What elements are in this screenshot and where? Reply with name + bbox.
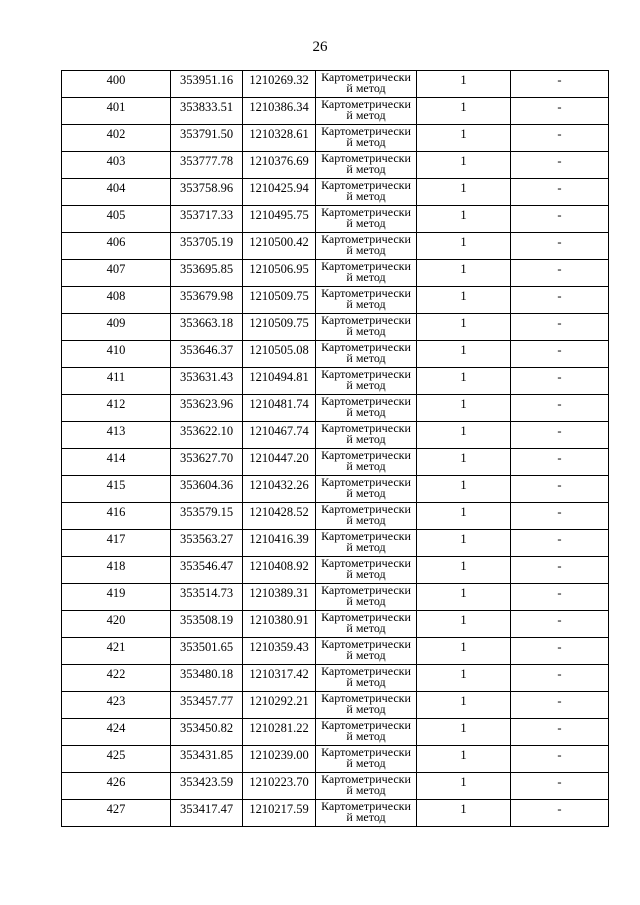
y-coordinate-cell: 1210317.42 xyxy=(243,665,316,692)
note-cell: - xyxy=(511,152,609,179)
point-id-cell: 421 xyxy=(62,638,171,665)
method-line-1: Картометрически xyxy=(321,394,411,408)
table-row xyxy=(62,773,609,800)
y-coordinate-cell: 1210500.42 xyxy=(243,233,316,260)
y-coordinate-cell: 1210328.61 xyxy=(243,125,316,152)
method-line-2: й метод xyxy=(346,81,386,95)
note-cell: - xyxy=(511,557,609,584)
accuracy-cell: 1 xyxy=(417,98,511,125)
x-coordinate-cell: 353758.96 xyxy=(171,179,243,206)
accuracy-cell: 1 xyxy=(417,800,511,827)
method-line-1: Картометрически xyxy=(321,205,411,219)
x-coordinate-cell: 353695.85 xyxy=(171,260,243,287)
note-cell: - xyxy=(511,125,609,152)
table-row xyxy=(62,530,609,557)
accuracy-cell: 1 xyxy=(417,773,511,800)
note-cell: - xyxy=(511,287,609,314)
method-cell xyxy=(316,530,417,557)
x-coordinate-cell: 353631.43 xyxy=(171,368,243,395)
method-cell xyxy=(316,503,417,530)
note-cell: - xyxy=(511,71,609,98)
method-line-1: Картометрически xyxy=(321,772,411,786)
method-line-2: й метод xyxy=(346,756,386,770)
x-coordinate-cell: 353604.36 xyxy=(171,476,243,503)
y-coordinate-cell: 1210359.43 xyxy=(243,638,316,665)
method-cell xyxy=(316,179,417,206)
accuracy-cell: 1 xyxy=(417,638,511,665)
y-coordinate-cell: 1210505.08 xyxy=(243,341,316,368)
accuracy-cell: 1 xyxy=(417,152,511,179)
y-coordinate-cell: 1210495.75 xyxy=(243,206,316,233)
method-line-2: й метод xyxy=(346,621,386,635)
method-line-1: Картометрически xyxy=(321,421,411,435)
note-cell: - xyxy=(511,476,609,503)
x-coordinate-cell: 353951.16 xyxy=(171,71,243,98)
method-line-2: й метод xyxy=(346,675,386,689)
method-line-1: Картометрически xyxy=(321,70,411,84)
note-cell: - xyxy=(511,719,609,746)
y-coordinate-cell: 1210509.75 xyxy=(243,287,316,314)
table-row xyxy=(62,665,609,692)
accuracy-cell: 1 xyxy=(417,206,511,233)
table-row xyxy=(62,476,609,503)
point-id-cell: 405 xyxy=(62,206,171,233)
method-line-1: Картометрически xyxy=(321,124,411,138)
table-row xyxy=(62,422,609,449)
x-coordinate-cell: 353450.82 xyxy=(171,719,243,746)
method-line-1: Картометрически xyxy=(321,691,411,705)
note-cell: - xyxy=(511,638,609,665)
method-cell xyxy=(316,476,417,503)
method-cell xyxy=(316,71,417,98)
method-line-2: й метод xyxy=(346,810,386,824)
point-id-cell: 408 xyxy=(62,287,171,314)
x-coordinate-cell: 353431.85 xyxy=(171,746,243,773)
method-line-2: й метод xyxy=(346,459,386,473)
note-cell: - xyxy=(511,422,609,449)
note-cell: - xyxy=(511,233,609,260)
method-cell xyxy=(316,125,417,152)
method-cell xyxy=(316,233,417,260)
x-coordinate-cell: 353579.15 xyxy=(171,503,243,530)
x-coordinate-cell: 353423.59 xyxy=(171,773,243,800)
accuracy-cell: 1 xyxy=(417,584,511,611)
note-cell: - xyxy=(511,773,609,800)
method-line-1: Картометрически xyxy=(321,232,411,246)
table-row xyxy=(62,692,609,719)
x-coordinate-cell: 353791.50 xyxy=(171,125,243,152)
note-cell: - xyxy=(511,692,609,719)
point-id-cell: 409 xyxy=(62,314,171,341)
method-cell xyxy=(316,773,417,800)
y-coordinate-cell: 1210380.91 xyxy=(243,611,316,638)
x-coordinate-cell: 353679.98 xyxy=(171,287,243,314)
method-cell xyxy=(316,314,417,341)
accuracy-cell: 1 xyxy=(417,746,511,773)
note-cell: - xyxy=(511,800,609,827)
method-line-1: Картометрически xyxy=(321,664,411,678)
y-coordinate-cell: 1210425.94 xyxy=(243,179,316,206)
x-coordinate-cell: 353514.73 xyxy=(171,584,243,611)
method-line-2: й метод xyxy=(346,297,386,311)
method-line-2: й метод xyxy=(346,216,386,230)
method-line-1: Картометрически xyxy=(321,502,411,516)
table-row xyxy=(62,557,609,584)
note-cell: - xyxy=(511,665,609,692)
point-id-cell: 414 xyxy=(62,449,171,476)
accuracy-cell: 1 xyxy=(417,611,511,638)
method-line-2: й метод xyxy=(346,729,386,743)
note-cell: - xyxy=(511,503,609,530)
point-id-cell: 418 xyxy=(62,557,171,584)
coordinates-table xyxy=(61,70,609,827)
method-cell xyxy=(316,152,417,179)
method-cell xyxy=(316,665,417,692)
table-row xyxy=(62,368,609,395)
point-id-cell: 415 xyxy=(62,476,171,503)
method-line-2: й метод xyxy=(346,702,386,716)
note-cell: - xyxy=(511,206,609,233)
x-coordinate-cell: 353646.37 xyxy=(171,341,243,368)
method-line-1: Картометрически xyxy=(321,637,411,651)
x-coordinate-cell: 353717.33 xyxy=(171,206,243,233)
accuracy-cell: 1 xyxy=(417,422,511,449)
y-coordinate-cell: 1210376.69 xyxy=(243,152,316,179)
y-coordinate-cell: 1210292.21 xyxy=(243,692,316,719)
method-line-1: Картометрически xyxy=(321,448,411,462)
y-coordinate-cell: 1210467.74 xyxy=(243,422,316,449)
method-line-1: Картометрически xyxy=(321,151,411,165)
y-coordinate-cell: 1210389.31 xyxy=(243,584,316,611)
method-cell xyxy=(316,260,417,287)
point-id-cell: 426 xyxy=(62,773,171,800)
method-cell xyxy=(316,206,417,233)
note-cell: - xyxy=(511,98,609,125)
accuracy-cell: 1 xyxy=(417,530,511,557)
method-line-1: Картометрически xyxy=(321,97,411,111)
note-cell: - xyxy=(511,179,609,206)
point-id-cell: 422 xyxy=(62,665,171,692)
method-line-1: Картометрически xyxy=(321,475,411,489)
point-id-cell: 402 xyxy=(62,125,171,152)
x-coordinate-cell: 353705.19 xyxy=(171,233,243,260)
method-line-1: Картометрически xyxy=(321,340,411,354)
method-line-1: Картометрически xyxy=(321,583,411,597)
note-cell: - xyxy=(511,584,609,611)
method-line-1: Картометрически xyxy=(321,799,411,813)
accuracy-cell: 1 xyxy=(417,179,511,206)
y-coordinate-cell: 1210239.00 xyxy=(243,746,316,773)
method-line-1: Картометрически xyxy=(321,178,411,192)
x-coordinate-cell: 353663.18 xyxy=(171,314,243,341)
accuracy-cell: 1 xyxy=(417,395,511,422)
point-id-cell: 424 xyxy=(62,719,171,746)
method-line-2: й метод xyxy=(346,432,386,446)
method-cell xyxy=(316,341,417,368)
point-id-cell: 404 xyxy=(62,179,171,206)
method-line-2: й метод xyxy=(346,567,386,581)
point-id-cell: 406 xyxy=(62,233,171,260)
y-coordinate-cell: 1210217.59 xyxy=(243,800,316,827)
table-row xyxy=(62,71,609,98)
accuracy-cell: 1 xyxy=(417,125,511,152)
x-coordinate-cell: 353457.77 xyxy=(171,692,243,719)
point-id-cell: 413 xyxy=(62,422,171,449)
method-line-2: й метод xyxy=(346,783,386,797)
method-cell xyxy=(316,584,417,611)
method-line-2: й метод xyxy=(346,486,386,500)
point-id-cell: 411 xyxy=(62,368,171,395)
method-cell xyxy=(316,98,417,125)
method-line-2: й метод xyxy=(346,351,386,365)
accuracy-cell: 1 xyxy=(417,665,511,692)
method-line-2: й метод xyxy=(346,189,386,203)
method-cell xyxy=(316,638,417,665)
method-cell xyxy=(316,422,417,449)
note-cell: - xyxy=(511,368,609,395)
method-cell xyxy=(316,746,417,773)
method-cell xyxy=(316,395,417,422)
accuracy-cell: 1 xyxy=(417,287,511,314)
method-line-2: й метод xyxy=(346,324,386,338)
method-line-2: й метод xyxy=(346,270,386,284)
x-coordinate-cell: 353417.47 xyxy=(171,800,243,827)
y-coordinate-cell: 1210416.39 xyxy=(243,530,316,557)
accuracy-cell: 1 xyxy=(417,449,511,476)
method-line-2: й метод xyxy=(346,540,386,554)
page-number: 26 xyxy=(312,39,328,55)
table-row xyxy=(62,152,609,179)
y-coordinate-cell: 1210432.26 xyxy=(243,476,316,503)
accuracy-cell: 1 xyxy=(417,71,511,98)
y-coordinate-cell: 1210447.20 xyxy=(243,449,316,476)
y-coordinate-cell: 1210481.74 xyxy=(243,395,316,422)
note-cell: - xyxy=(511,341,609,368)
method-line-1: Картометрически xyxy=(321,556,411,570)
x-coordinate-cell: 353627.70 xyxy=(171,449,243,476)
table-row xyxy=(62,206,609,233)
note-cell: - xyxy=(511,746,609,773)
x-coordinate-cell: 353501.65 xyxy=(171,638,243,665)
point-id-cell: 423 xyxy=(62,692,171,719)
table-row xyxy=(62,719,609,746)
y-coordinate-cell: 1210223.70 xyxy=(243,773,316,800)
table-row xyxy=(62,260,609,287)
table-row xyxy=(62,800,609,827)
table-row xyxy=(62,584,609,611)
table-row xyxy=(62,449,609,476)
accuracy-cell: 1 xyxy=(417,719,511,746)
note-cell: - xyxy=(511,530,609,557)
table-row xyxy=(62,233,609,260)
x-coordinate-cell: 353480.18 xyxy=(171,665,243,692)
accuracy-cell: 1 xyxy=(417,557,511,584)
point-id-cell: 416 xyxy=(62,503,171,530)
method-line-2: й метод xyxy=(346,108,386,122)
note-cell: - xyxy=(511,260,609,287)
accuracy-cell: 1 xyxy=(417,368,511,395)
point-id-cell: 410 xyxy=(62,341,171,368)
method-line-2: й метод xyxy=(346,513,386,527)
x-coordinate-cell: 353622.10 xyxy=(171,422,243,449)
point-id-cell: 425 xyxy=(62,746,171,773)
method-line-1: Картометрически xyxy=(321,610,411,624)
y-coordinate-cell: 1210408.92 xyxy=(243,557,316,584)
method-line-2: й метод xyxy=(346,405,386,419)
point-id-cell: 417 xyxy=(62,530,171,557)
x-coordinate-cell: 353563.27 xyxy=(171,530,243,557)
accuracy-cell: 1 xyxy=(417,503,511,530)
method-line-2: й метод xyxy=(346,135,386,149)
accuracy-cell: 1 xyxy=(417,260,511,287)
point-id-cell: 401 xyxy=(62,98,171,125)
table-row xyxy=(62,341,609,368)
point-id-cell: 400 xyxy=(62,71,171,98)
table-row xyxy=(62,287,609,314)
point-id-cell: 403 xyxy=(62,152,171,179)
method-cell xyxy=(316,800,417,827)
y-coordinate-cell: 1210386.34 xyxy=(243,98,316,125)
method-cell xyxy=(316,557,417,584)
table-row xyxy=(62,314,609,341)
method-line-2: й метод xyxy=(346,162,386,176)
note-cell: - xyxy=(511,449,609,476)
note-cell: - xyxy=(511,611,609,638)
method-line-2: й метод xyxy=(346,378,386,392)
method-line-1: Картометрически xyxy=(321,718,411,732)
point-id-cell: 412 xyxy=(62,395,171,422)
method-line-2: й метод xyxy=(346,243,386,257)
point-id-cell: 407 xyxy=(62,260,171,287)
y-coordinate-cell: 1210269.32 xyxy=(243,71,316,98)
method-cell xyxy=(316,449,417,476)
method-cell xyxy=(316,719,417,746)
table-row xyxy=(62,611,609,638)
method-line-1: Картометрически xyxy=(321,367,411,381)
point-id-cell: 420 xyxy=(62,611,171,638)
note-cell: - xyxy=(511,314,609,341)
y-coordinate-cell: 1210506.95 xyxy=(243,260,316,287)
table-row xyxy=(62,98,609,125)
accuracy-cell: 1 xyxy=(417,476,511,503)
method-line-1: Картометрически xyxy=(321,529,411,543)
accuracy-cell: 1 xyxy=(417,692,511,719)
accuracy-cell: 1 xyxy=(417,314,511,341)
point-id-cell: 427 xyxy=(62,800,171,827)
note-cell: - xyxy=(511,395,609,422)
table-row xyxy=(62,638,609,665)
table-row xyxy=(62,179,609,206)
method-cell xyxy=(316,611,417,638)
method-line-1: Картометрически xyxy=(321,286,411,300)
table-row xyxy=(62,395,609,422)
x-coordinate-cell: 353833.51 xyxy=(171,98,243,125)
method-line-1: Картометрически xyxy=(321,745,411,759)
table-row xyxy=(62,746,609,773)
table-body xyxy=(62,71,609,827)
method-cell xyxy=(316,368,417,395)
method-cell xyxy=(316,287,417,314)
y-coordinate-cell: 1210509.75 xyxy=(243,314,316,341)
method-line-1: Картометрически xyxy=(321,259,411,273)
accuracy-cell: 1 xyxy=(417,233,511,260)
y-coordinate-cell: 1210494.81 xyxy=(243,368,316,395)
table-row xyxy=(62,125,609,152)
accuracy-cell: 1 xyxy=(417,341,511,368)
x-coordinate-cell: 353508.19 xyxy=(171,611,243,638)
method-line-2: й метод xyxy=(346,648,386,662)
y-coordinate-cell: 1210281.22 xyxy=(243,719,316,746)
method-line-1: Картометрически xyxy=(321,313,411,327)
x-coordinate-cell: 353777.78 xyxy=(171,152,243,179)
method-cell xyxy=(316,692,417,719)
y-coordinate-cell: 1210428.52 xyxy=(243,503,316,530)
method-line-2: й метод xyxy=(346,594,386,608)
point-id-cell: 419 xyxy=(62,584,171,611)
x-coordinate-cell: 353623.96 xyxy=(171,395,243,422)
table-row xyxy=(62,503,609,530)
x-coordinate-cell: 353546.47 xyxy=(171,557,243,584)
